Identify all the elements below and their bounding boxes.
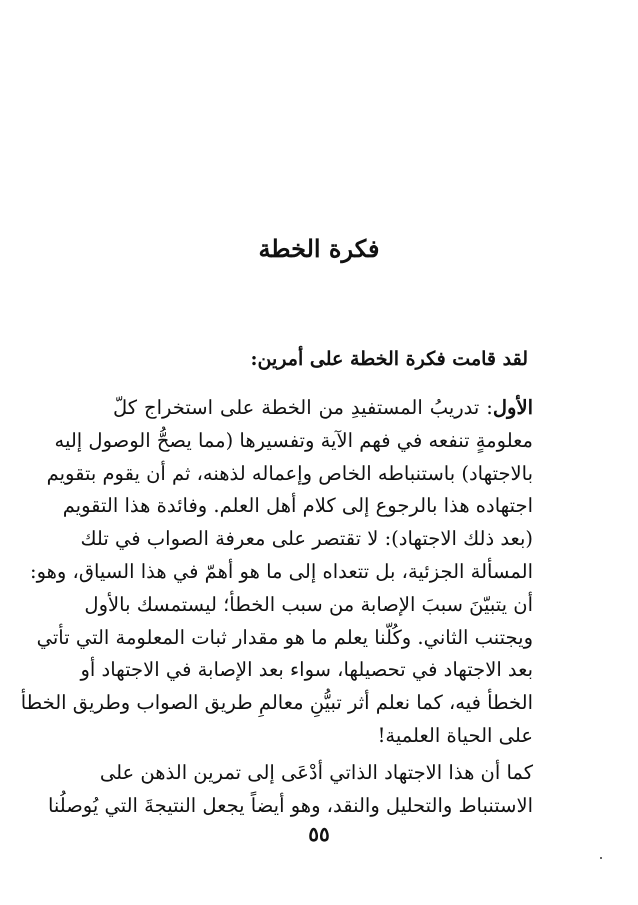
page-title: فكرة الخطة — [258, 234, 380, 263]
scan-speck — [600, 857, 602, 859]
text-line: ويجتنب الثاني. وكُلّنا يعلم ما هو مقدار ثبات المعلومة التي تأتي — [36, 625, 533, 649]
text-line: الخطأ فيه، كما نعلم أثر تبيُّنِ معالمِ طريق الصواب وطريق الخطأ — [20, 691, 533, 715]
text-line: بالاجتهاد) باستنباطه الخاص وإعماله لذهنه، ثم أن يقوم بتقويم — [46, 461, 533, 485]
text-line: معلومةٍ تنفعه في فهم الآية وتفسيرها (مما يصحُّ الوصول إليه — [54, 428, 533, 452]
text-line: (بعد ذلك الاجتهاد): لا تقتصر على معرفة الصواب في تلك — [80, 527, 533, 551]
text-line — [113, 392, 533, 425]
page-number: ٥٥ — [308, 822, 330, 846]
intro-sentence: لقد قامت فكرة الخطة على أمرين: — [250, 348, 528, 370]
text-line: اجتهاده هذا بالرجوع إلى كلام أهل العلم. وفائدة هذا التقويم — [62, 494, 533, 518]
text-line-content: : تدريبُ المستفيدِ من الخطة على استخراج كلّ — [113, 396, 493, 419]
text-line: على الحياة العلمية! — [377, 723, 533, 747]
text-line: الاستنباط والتحليل والنقد، وهو أيضاً يجعل النتيجةَ التي يُوصلُنا — [47, 793, 533, 817]
text-line: المسألة الجزئية، بل تتعداه إلى ما هو أهمّ في هذا السياق، وهو: — [30, 559, 533, 583]
text-line: بعد الاجتهاد في تحصيلها، سواء بعد الإصابة في الاجتهاد أو — [80, 658, 533, 682]
body-text — [20, 392, 533, 822]
text-line: أن يتبيّنَ سببَ الإصابة من سبب الخطأ؛ ليستمسك بالأول — [84, 592, 533, 616]
first-point-label: الأول — [492, 396, 533, 419]
text-line: كما أن هذا الاجتهاد الذاتي أدْعَى إلى تمرين الذهن على — [99, 760, 533, 784]
